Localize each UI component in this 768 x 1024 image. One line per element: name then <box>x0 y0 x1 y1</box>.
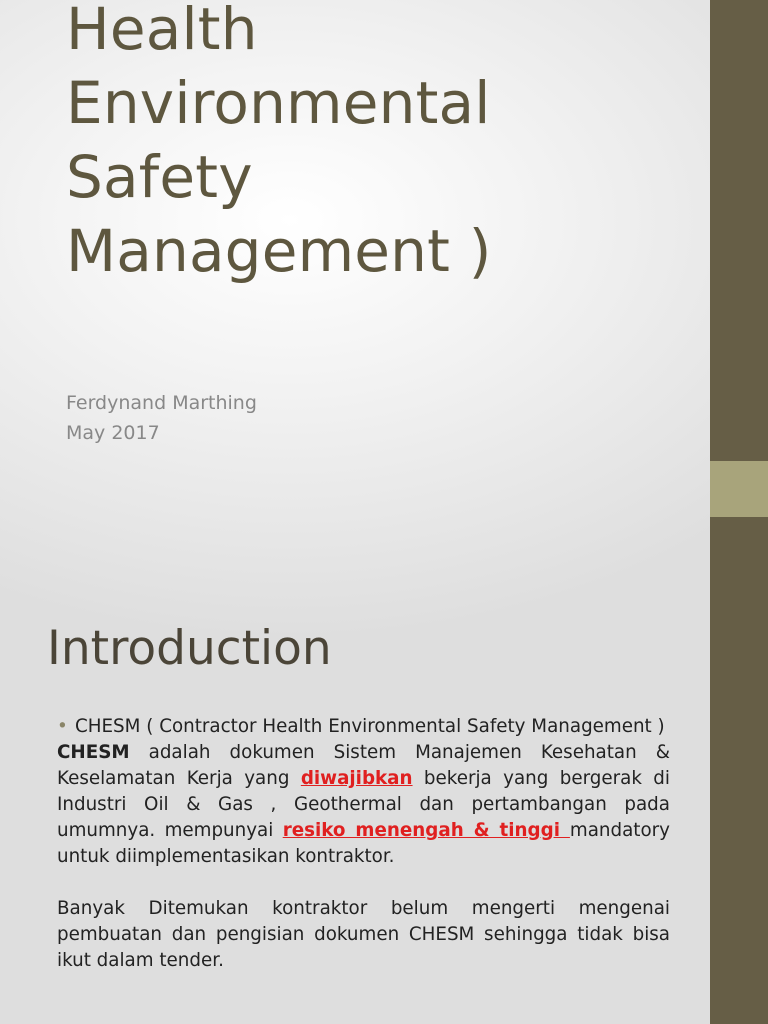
author-block <box>66 388 257 448</box>
body-paragraph <box>57 740 670 870</box>
author-name: Ferdynand Marthing <box>66 392 257 414</box>
slide-title <box>66 0 706 288</box>
bullet-dot-icon: • <box>57 716 68 737</box>
paragraph-text: bekerja yang bergerak di Industri Oil & Gas , Geothermal dan pertambangan pada umumnya. mempunyai <box>57 768 670 841</box>
slide-title-line: Safety <box>66 143 253 211</box>
slide-title-line: Management ) <box>66 217 492 285</box>
slide-body <box>57 714 670 974</box>
presentation-date: May 2017 <box>66 422 160 444</box>
bullet-item <box>57 714 670 740</box>
body-paragraph-2: Banyak Ditemukan kontraktor belum mengerti mengenai pembuatan dan pengisian dokumen CHESM sehingga tidak bisa ikut dalam tender. <box>57 898 670 971</box>
highlight-risk: resiko menengah & tinggi <box>282 820 570 841</box>
paragraph-gap <box>57 870 670 896</box>
slide-title-line: Health <box>66 0 258 63</box>
paragraph-text: adalah dokumen Sistem Manajemen Kesehatan & Keselamatan Kerja yang <box>57 742 670 789</box>
slide-title-line: Environmental <box>66 69 491 137</box>
section-heading: Introduction <box>47 621 332 676</box>
bullet-text: CHESM ( Contractor Health Environmental Safety Management ) <box>75 716 665 737</box>
sidebar-accent-block <box>710 461 768 517</box>
paragraph-text: mandatory untuk diimplementasikan kontraktor. <box>57 820 670 867</box>
paragraph-lead: CHESM <box>57 742 130 763</box>
highlight-required: diwajibkan <box>300 768 413 789</box>
